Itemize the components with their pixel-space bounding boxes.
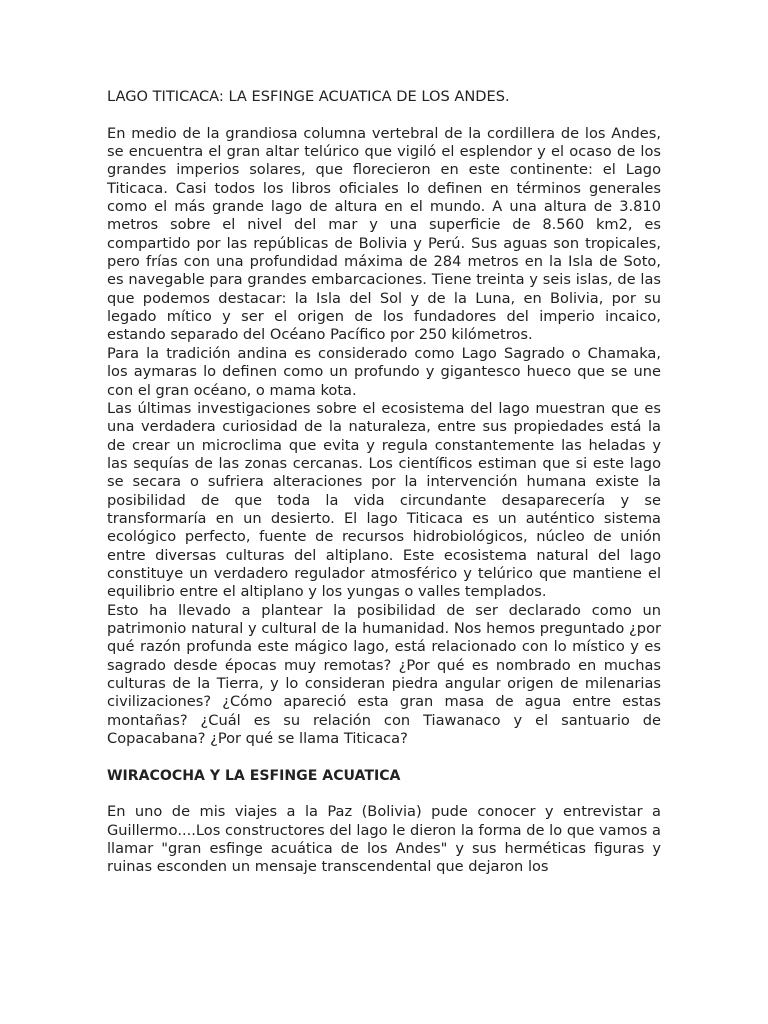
document-title: LAGO TITICACA: LA ESFINGE ACUATICA DE LOS ANDES. (107, 88, 510, 105)
paragraph-intro: En medio de la grandiosa columna vertebral de la cordillera de los Andes, se encuentra el gran altar telúrico que vigiló el esplendor y el ocaso de los grandes imperios solares, que florecieron en este continente: el Lago Titicaca. Casi todos los libros oficiales lo definen en términos generales como el más grande lago de altura en el mundo. A una altura de 3.810 metros sobre el nivel del mar y una superficie de 8.560 km2, es compartido por las repúblicas de Bolivia y Perú. Sus aguas son tropicales, pero frías con una profundidad máxima de 284 metros en la Isla de Soto, es navegable para grandes embarcaciones. Tiene treinta y seis islas, de las que podemos destacar: la Isla del Sol y de la Luna, en Bolivia, por su legado mítico y ser el origen de los fundadores del imperio incaico, estando separado del Océano Pacífico por 250 kilómetros. (107, 124, 661, 344)
document-page (107, 88, 661, 877)
paragraph-tradition: Para la tradición andina es considerado como Lago Sagrado o Chamaka, los aymaras lo definen como un profundo y gigantesco hueco que se une con el gran océano, o mama kota. (107, 344, 661, 399)
spacer (107, 785, 661, 803)
paragraph-questions: Esto ha llevado a plantear la posibilidad de ser declarado como un patrimonio natural y cultural de la humanidad. Nos hemos preguntado ¿por qué razón profunda este mágico lago, está relacionado con lo místico y es sagrado desde épocas muy remotas? ¿Por qué es nombrado en muchas culturas de la Tierra, y lo consideran piedra angular origen de milenarias civilizaciones? ¿Cómo apareció esta gran masa de agua entre estas montañas? ¿Cuál es su relación con Tiawanaco y el santuario de Copacabana? ¿Por qué se llama Titicaca? (107, 601, 661, 748)
section-heading: WIRACOCHA Y LA ESFINGE ACUATICA (107, 767, 401, 784)
spacer (107, 748, 661, 766)
paragraph-ecosystem: Las últimas investigaciones sobre el ecosistema del lago muestran que es una verdadera curiosidad de la naturaleza, entre sus propiedades está la de crear un microclima que evita y regula constantemente las heladas y las sequías de las zonas cercanas. Los científicos estiman que si este lago se secara o sufriera alteraciones por la intervención humana existe la posibilidad de que toda la vida circundante desaparecería y se transformaría en un desierto. El lago Titicaca es un auténtico sistema ecológico perfecto, fuente de recursos hidrobiológicos, núcleo de unión entre diversas culturas del altiplano. Este ecosistema natural del lago constituye un verdadero regulador atmosférico y telúrico que mantiene el equilibrio entre el altiplano y los yungas o valles templados. (107, 399, 661, 601)
paragraph-section: En uno de mis viajes a la Paz (Bolivia) pude conocer y entrevistar a Guillermo....Los constructores del lago le dieron la forma de lo que vamos a llamar "gran esfinge acuática de los Andes" y sus herméticas figuras y ruinas esconden un mensaje transcendental que dejaron los (107, 803, 661, 876)
spacer (107, 106, 661, 124)
